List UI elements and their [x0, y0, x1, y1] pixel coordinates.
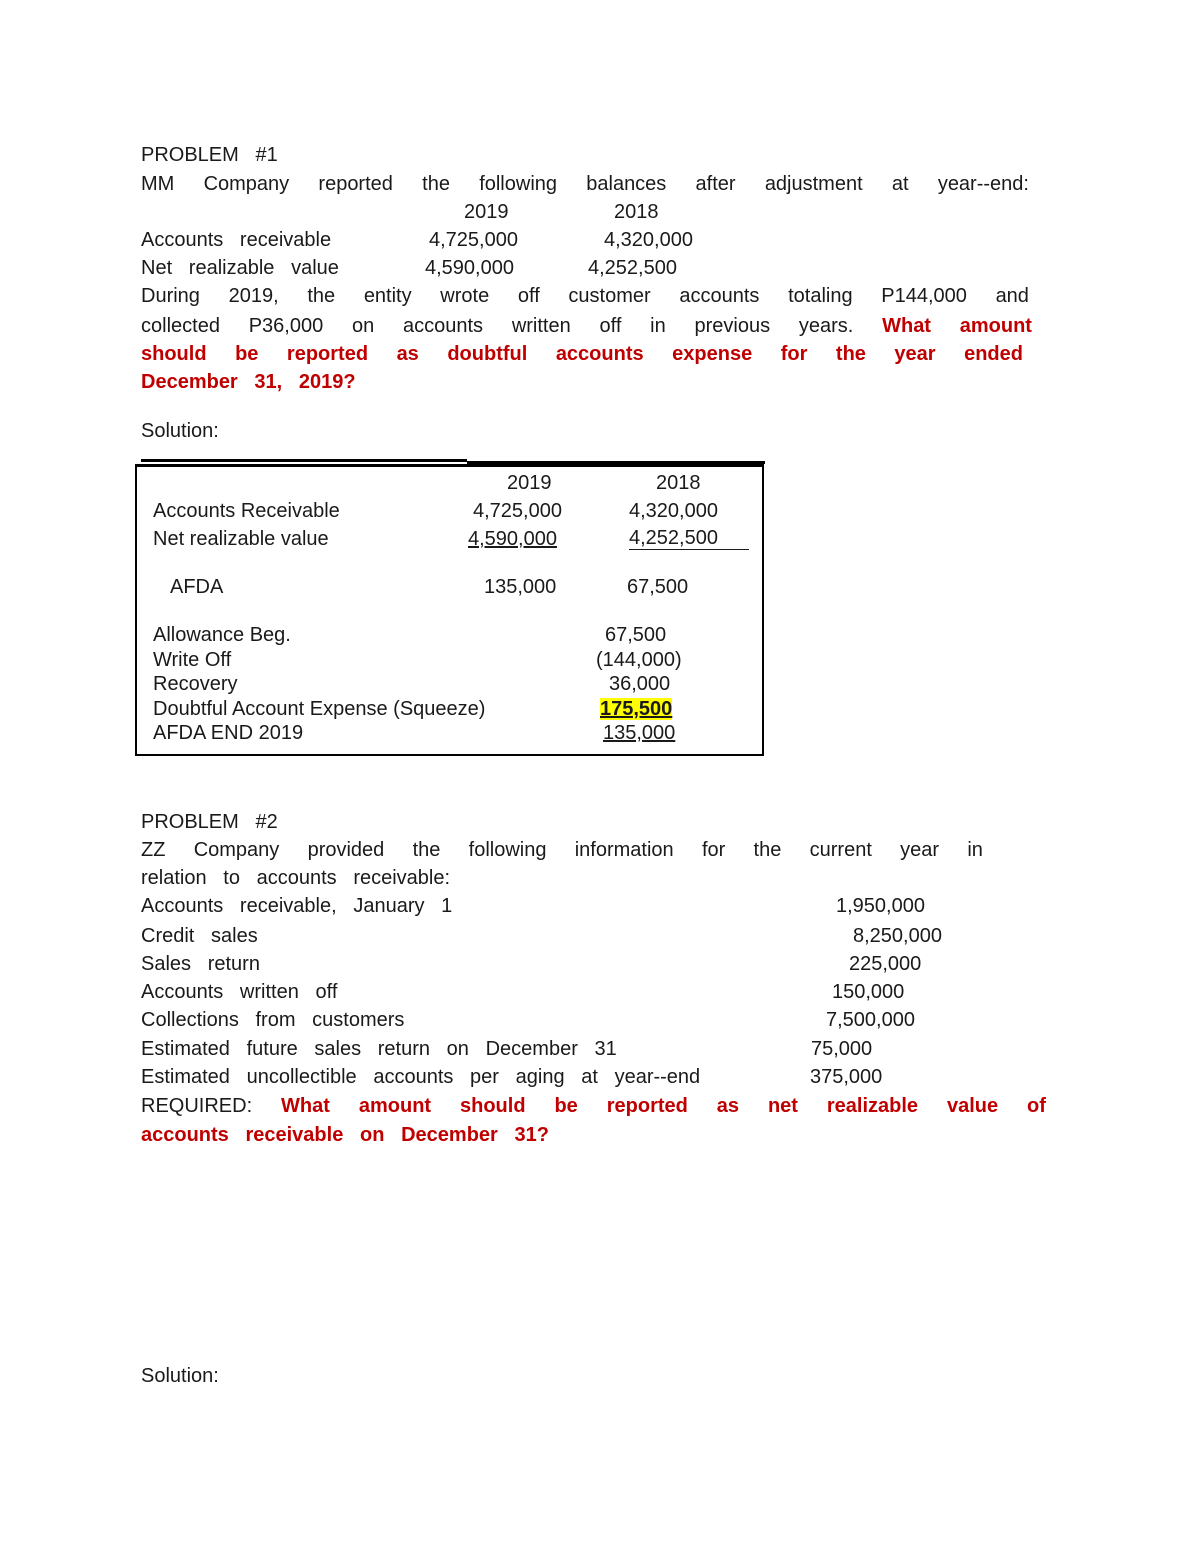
table-ar-label: Accounts Receivable	[153, 500, 340, 522]
problem1-ar-2019: 4,725,000	[429, 229, 518, 251]
word: totaling	[788, 285, 853, 307]
word: collected	[141, 315, 220, 337]
problem2-item-label: Estimated future sales return on December 31	[141, 1038, 617, 1060]
word: customer	[568, 285, 651, 307]
word: of	[1027, 1095, 1046, 1117]
word: after	[695, 173, 736, 195]
problem2-item-label: Estimated uncollectible accounts per aging at year--end	[141, 1066, 701, 1088]
problem1-question-line4: December 31, 2019?	[141, 371, 356, 393]
table-row-value: 135,000	[603, 722, 676, 744]
word: Company	[193, 839, 280, 861]
word: realizable	[826, 1095, 919, 1117]
word: on	[351, 315, 375, 337]
expense-highlight-value: 175,500	[600, 698, 673, 720]
word: balances	[586, 173, 667, 195]
word: the	[307, 285, 336, 307]
problem1-paragraph-line2	[141, 312, 1032, 340]
table-year-2019: 2019	[507, 472, 552, 494]
word: accounts	[403, 315, 484, 337]
table-ar-2019: 4,725,000	[473, 500, 562, 522]
problem2-item-label: Accounts receivable, January 1	[141, 895, 453, 917]
table-row-label: Write Off	[153, 649, 232, 671]
problem2-required-line2: accounts receivable on December 31?	[141, 1124, 549, 1146]
word: previous	[694, 315, 771, 337]
word: reported	[606, 1095, 688, 1117]
word: in	[650, 315, 666, 337]
problem1-heading: PROBLEM #1	[141, 144, 278, 166]
table-year-2018: 2018	[656, 472, 701, 494]
problem1-intro	[141, 170, 1029, 198]
table-ar-2018: 4,320,000	[629, 500, 718, 522]
table-row-label: Doubtful Account Expense (Squeeze)	[153, 698, 486, 720]
word: reported	[318, 173, 393, 195]
table-row-label: Recovery	[153, 673, 238, 695]
word: P36,000	[248, 315, 324, 337]
problem2-item-label: Credit sales	[141, 925, 258, 947]
problem2-item-label: Accounts written off	[141, 981, 338, 1003]
word: 2019,	[228, 285, 279, 307]
problem2-required-line1	[141, 1092, 1046, 1120]
problem2-solution-label: Solution:	[141, 1365, 219, 1387]
word: ended	[964, 343, 1023, 365]
word: written	[511, 315, 571, 337]
table-row-value: 67,500	[605, 624, 667, 646]
problem1-solution-label: Solution:	[141, 420, 219, 442]
problem2-item-value: 150,000	[832, 981, 905, 1003]
word: What	[882, 315, 931, 337]
word: year	[900, 839, 940, 861]
problem2-item-value: 225,000	[849, 953, 922, 975]
word: During	[141, 285, 200, 307]
problem1-paragraph-line1	[141, 282, 1029, 310]
word: accounts	[679, 285, 760, 307]
problem2-item-label: Sales return	[141, 953, 260, 975]
word: amount	[959, 315, 1032, 337]
word: off	[599, 315, 622, 337]
word: ZZ	[141, 839, 166, 861]
table-nrv-2018-value: 4,252,500	[629, 527, 718, 549]
word: the	[835, 343, 866, 365]
word: expense	[672, 343, 753, 365]
table-row-label: Allowance Beg.	[153, 624, 291, 646]
problem1-nrv-2018: 4,252,500	[588, 257, 677, 279]
word: following	[468, 839, 547, 861]
word: reported	[286, 343, 369, 365]
solution-table	[135, 464, 764, 756]
problem2-intro-line1	[141, 836, 983, 864]
problem2-intro-line2: relation to accounts receivable:	[141, 867, 451, 889]
word: MM	[141, 173, 175, 195]
word: the	[422, 173, 450, 195]
word: net	[767, 1095, 798, 1117]
word: Company	[203, 173, 290, 195]
word: current	[809, 839, 872, 861]
word: information	[574, 839, 674, 861]
word: be	[554, 1095, 578, 1117]
problem1-ar-label: Accounts receivable	[141, 229, 332, 251]
table-row-value: 36,000	[609, 673, 671, 695]
word: the	[412, 839, 441, 861]
table-nrv-2018	[629, 527, 749, 550]
word: off	[517, 285, 540, 307]
problem2-item-value: 375,000	[810, 1066, 883, 1088]
problem2-item-value: 7,500,000	[826, 1009, 915, 1031]
word: amount	[358, 1095, 432, 1117]
problem1-ar-2018: 4,320,000	[604, 229, 693, 251]
table-afda-label: AFDA	[170, 576, 224, 598]
word: What	[281, 1095, 330, 1117]
problem1-nrv-2019: 4,590,000	[425, 257, 514, 279]
table-row-value: (144,000)	[596, 649, 682, 671]
problem2-item-value: 75,000	[811, 1038, 873, 1060]
word: adjustment	[764, 173, 863, 195]
word: as	[396, 343, 419, 365]
table-row-value-highlight	[600, 697, 672, 721]
word: should	[460, 1095, 526, 1117]
table-nrv-2019: 4,590,000	[468, 528, 557, 550]
problem2-heading: PROBLEM #2	[141, 811, 278, 833]
word: in	[967, 839, 983, 861]
table-top-rule-left	[141, 459, 467, 462]
table-row-label: AFDA END 2019	[153, 722, 304, 744]
word: as	[716, 1095, 740, 1117]
word: value	[946, 1095, 999, 1117]
word: P144,000	[881, 285, 967, 307]
word: wrote	[440, 285, 490, 307]
word: year--end:	[937, 173, 1029, 195]
word: the	[753, 839, 782, 861]
problem2-required-label: REQUIRED:	[141, 1095, 253, 1117]
table-afda-2019: 135,000	[484, 576, 557, 598]
problem1-year-2019: 2019	[464, 201, 509, 223]
word: for	[780, 343, 808, 365]
problem1-question-line3	[141, 340, 1023, 368]
problem2-item-value: 8,250,000	[853, 925, 942, 947]
word: doubtful	[447, 343, 528, 365]
word: year	[894, 343, 936, 365]
table-afda-2018: 67,500	[627, 576, 689, 598]
word: for	[701, 839, 726, 861]
word: years.	[798, 315, 854, 337]
problem1-nrv-label: Net realizable value	[141, 257, 339, 279]
problem2-item-value: 1,950,000	[836, 895, 925, 917]
word: be	[235, 343, 259, 365]
problem1-year-2018: 2018	[614, 201, 659, 223]
word: entity	[363, 285, 412, 307]
word: and	[995, 285, 1029, 307]
problem2-item-label: Collections from customers	[141, 1009, 405, 1031]
table-nrv-label: Net realizable value	[153, 528, 329, 550]
word: following	[479, 173, 558, 195]
word: at	[891, 173, 909, 195]
word: accounts	[555, 343, 644, 365]
word: provided	[307, 839, 385, 861]
word: should	[141, 343, 207, 365]
